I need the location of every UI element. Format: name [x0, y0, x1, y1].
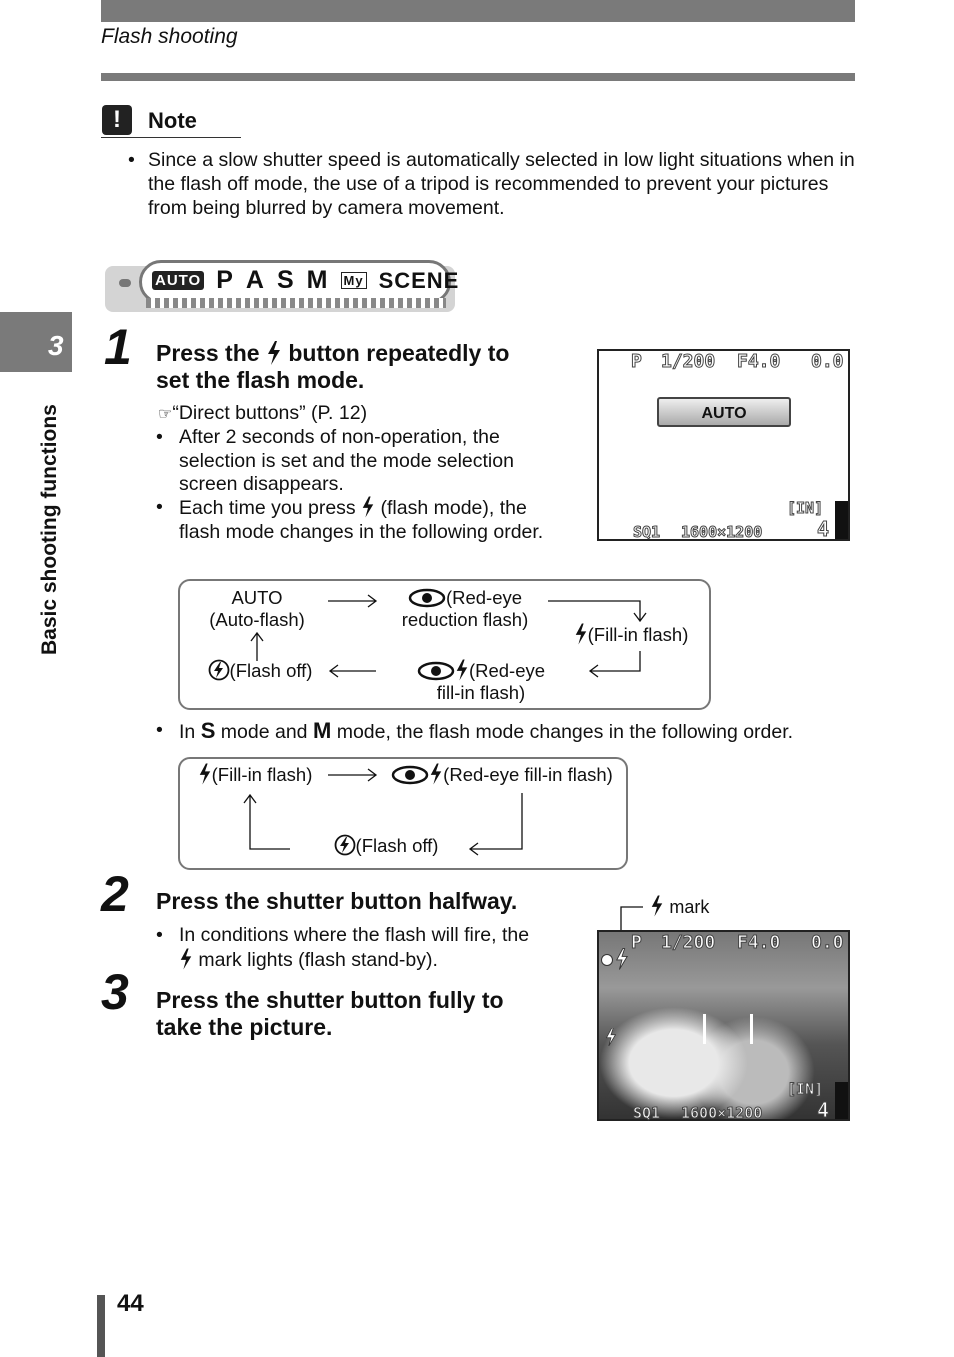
lcd-shutter: 1/200 — [661, 351, 716, 372]
chapter-label: Basic shooting functions — [38, 404, 61, 655]
bullet-3-s-mode: S — [200, 718, 216, 743]
exclamation-icon: ! — [102, 105, 132, 135]
d2-redeyefill-label: (Red-eye fill-in flash) — [443, 764, 613, 785]
step-1-title-c: set the flash mode. — [156, 367, 365, 393]
lcd2-mode: P — [631, 932, 642, 953]
mode-p: P — [216, 266, 234, 294]
af-target-mark — [703, 1014, 753, 1044]
lcd-memory: [IN] — [787, 499, 824, 517]
d2-off-label: (Flash off) — [355, 835, 439, 856]
lcd-ev: 0.0 — [811, 351, 844, 372]
redeye-label: (Red-eye — [445, 587, 523, 608]
redeye-desc: reduction flash) — [401, 609, 529, 630]
bullet-2-b: (flash mode), the flash mode changes in the following order. — [179, 497, 544, 543]
lcd-photo-preview — [597, 930, 850, 1121]
lcd2-battery-bar — [835, 1082, 848, 1119]
bullet-3-c: mode, the flash mode changes in the following order. — [336, 721, 794, 743]
step-3-title-a: Press the shutter button fully to — [156, 987, 504, 1013]
note-underline — [101, 137, 241, 138]
mode-m: M — [306, 266, 329, 294]
lcd2-ev: 0.0 — [811, 932, 844, 953]
focus-lock-icon — [601, 954, 613, 966]
flash-mark-callout — [650, 895, 709, 920]
redeyefill-label: (Red-eye — [468, 660, 546, 681]
step-1-bullet-3: • In S mode and M mode, the flash mode changes in the following order. — [156, 718, 794, 743]
page-number: 44 — [117, 1290, 144, 1317]
redeyefill-desc: fill-in flash) — [436, 682, 526, 703]
step-1-title-b: button repeatedly to — [288, 340, 510, 366]
mode-a: A — [245, 266, 265, 294]
d2-fillin-label: (Fill-in flash) — [211, 764, 313, 785]
step-2-bullet: • In conditions where the flash will fire, the mark lights (flash stand-by). — [156, 924, 530, 971]
fillin-label: (Fill-in flash) — [587, 624, 689, 645]
lcd-frames: 4 — [817, 517, 830, 541]
bullet-3-b: mode and — [220, 721, 308, 743]
flash-icon — [266, 341, 282, 365]
step-1-bullet-3-text — [179, 719, 793, 745]
flash-mark-label: mark — [669, 897, 710, 917]
step-2-bullet-b: mark lights (flash stand-by). — [198, 948, 438, 971]
step-3-title-b: take the picture. — [156, 1014, 333, 1040]
note-bullet-text: Since a slow shutter speed is automatically selected in low light situations when in the flash off mode, the use of a tripod is recommended to prevent your pictures from being blurred by camera movement. — [148, 149, 855, 219]
lcd-battery-bar — [835, 501, 848, 539]
chapter-number: 3 — [48, 330, 64, 361]
off-label: (Flash off) — [229, 660, 313, 681]
lcd-size: 1600×1200 — [681, 523, 763, 541]
step-2-bullet-a: In conditions where the flash will fire, the — [179, 924, 530, 946]
mode-dial-labels — [152, 266, 459, 295]
mode-my: My — [341, 272, 367, 289]
bullet-3-m-mode: M — [312, 718, 332, 743]
step-1-bullet-2-text — [179, 496, 556, 544]
lcd2-aperture: F4.0 — [737, 932, 781, 953]
step-1-bullet-1: • After 2 seconds of non-operation, the selection is set and the mode selection screen disappears. — [156, 426, 546, 497]
step-1-title — [156, 340, 576, 394]
note-bullet: • Since a slow shutter speed is automatically selected in low light situations when in the flash off mode, the use of a tripod is recommended to prevent your pictures from being blurred by camera movement. — [128, 148, 858, 220]
step-1-reference — [158, 402, 367, 427]
flash-order-diagram-sm — [178, 757, 628, 870]
note-title: Note — [148, 108, 197, 133]
step-1-bullet-2: • Each time you press (flash mode), the flash mode changes in the following order. — [156, 496, 556, 544]
flash-icon — [361, 496, 375, 518]
mode-indicator-dot — [119, 279, 131, 287]
step-1-bullet-1-text: After 2 seconds of non-operation, the selection is set and the mode selection screen disappears. — [179, 426, 514, 495]
lcd-auto-option: AUTO — [657, 397, 791, 427]
step-1-title-a: Press the — [156, 340, 260, 366]
step-2-title: Press the shutter button halfway. — [156, 888, 518, 914]
lcd2-shutter: 1/200 — [661, 932, 716, 953]
step-2-number: 2 — [101, 866, 129, 922]
lcd2-quality: SQ1 — [633, 1104, 661, 1122]
flash-order-diagram — [178, 579, 711, 710]
bullet-3-a: In — [179, 721, 196, 743]
header-bar — [101, 0, 855, 22]
lcd2-frames: 4 — [817, 1098, 830, 1122]
mode-s: S — [276, 266, 295, 294]
diagram-1-arrows — [180, 581, 713, 712]
lcd2-size: 1600×1200 — [681, 1104, 763, 1122]
lcd-mode: P — [631, 351, 642, 372]
flash-standby-icon — [615, 948, 629, 970]
step-3-title — [156, 987, 504, 1041]
step-3-number: 3 — [101, 964, 129, 1020]
mode-auto: AUTO — [152, 271, 204, 290]
auto-desc: (Auto-flash) — [209, 609, 305, 630]
step-1-number: 1 — [104, 319, 132, 375]
page-number-bar — [97, 1295, 105, 1357]
lcd-quality: SQ1 — [633, 523, 661, 541]
diagram-2-arrows — [180, 759, 630, 872]
lcd-flash-mode-screen — [597, 349, 850, 541]
lcd-aperture: F4.0 — [737, 351, 781, 372]
reference-text: “Direct buttons” (P. 12) — [172, 402, 368, 424]
reference-hand-icon: ☞ — [158, 406, 173, 423]
auto-label: AUTO — [231, 587, 283, 608]
mode-scene: SCENE — [378, 267, 460, 293]
flash-icon — [179, 948, 193, 970]
section-title: Flash shooting — [101, 25, 238, 48]
mode-dial-ticks — [146, 298, 446, 308]
bullet-2-a: Each time you press — [179, 497, 356, 519]
step-2-bullet-text — [179, 924, 529, 972]
lcd2-memory: [IN] — [787, 1080, 824, 1098]
header-rule — [101, 73, 855, 81]
flash-side-icon — [605, 1028, 617, 1046]
